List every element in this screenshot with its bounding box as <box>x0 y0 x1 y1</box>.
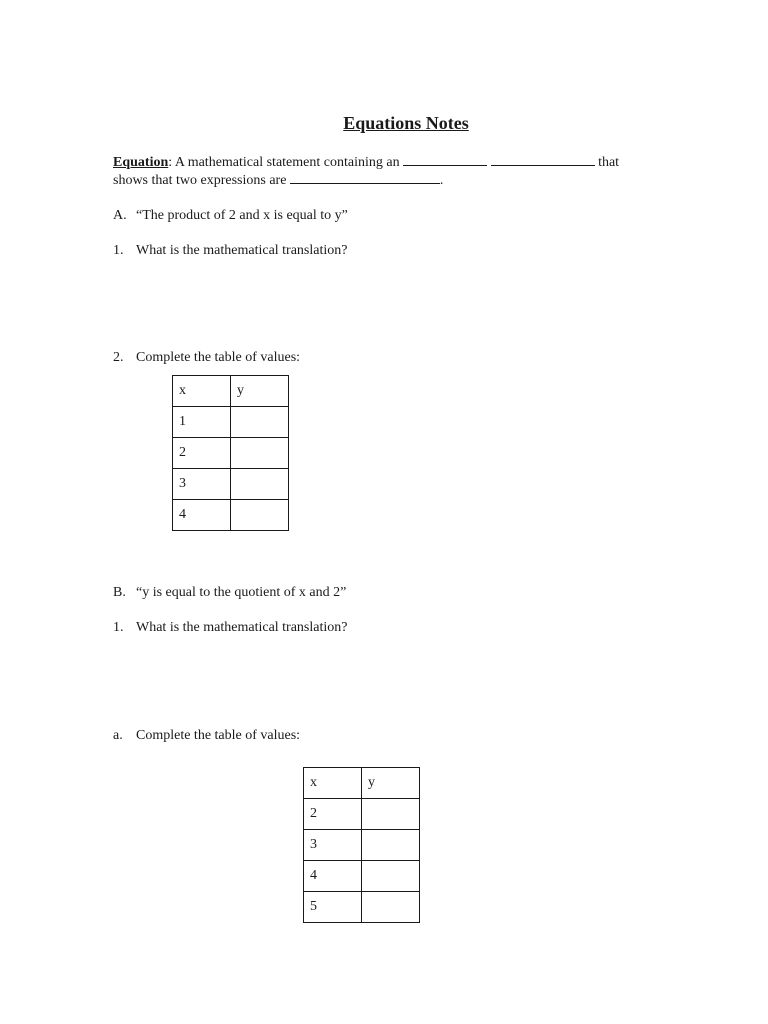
section-a-q1-text: What is the mathematical translation? <box>136 243 348 258</box>
section-b-question-2 <box>113 727 300 745</box>
table-row <box>304 861 420 892</box>
table-header-row <box>173 376 289 407</box>
table-cell-y[interactable] <box>362 830 420 861</box>
section-a-question-1 <box>113 242 347 260</box>
table-header-x: x <box>173 376 231 407</box>
table-cell-x: 3 <box>304 830 362 861</box>
table-cell-x: 3 <box>173 469 231 500</box>
section-a-marker: A. <box>113 208 127 223</box>
table-cell-y[interactable] <box>231 438 289 469</box>
section-a-q2-number: 2. <box>113 350 124 365</box>
table-cell-y[interactable] <box>362 799 420 830</box>
table-row <box>173 469 289 500</box>
section-a-values-table <box>172 375 289 531</box>
table-cell-y[interactable] <box>231 469 289 500</box>
section-b-q1-number: 1. <box>113 620 124 635</box>
section-a-statement <box>113 207 348 225</box>
table-row <box>173 500 289 531</box>
definition-line-1 <box>113 153 619 172</box>
table-cell-y[interactable] <box>231 407 289 438</box>
table-row <box>304 830 420 861</box>
table-cell-x: 5 <box>304 892 362 923</box>
answer-blank-2[interactable] <box>491 153 595 166</box>
definition-text-3: shows that two expressions are <box>113 173 287 188</box>
definition-line-2 <box>113 171 443 190</box>
table-row <box>304 892 420 923</box>
section-a-statement-text: “The product of 2 and x is equal to y” <box>136 208 348 223</box>
section-b-marker: B. <box>113 585 126 600</box>
table-row <box>173 438 289 469</box>
table-cell-x: 2 <box>173 438 231 469</box>
answer-blank-3[interactable] <box>290 171 440 184</box>
table-cell-x: 2 <box>304 799 362 830</box>
section-b-statement <box>113 584 346 602</box>
section-b-values-table <box>303 767 420 923</box>
table-header-x: x <box>304 768 362 799</box>
section-a-q2-text: Complete the table of values: <box>136 350 301 365</box>
table-cell-x: 1 <box>173 407 231 438</box>
section-a-q1-number: 1. <box>113 243 124 258</box>
table-header-y: y <box>362 768 420 799</box>
section-b-q1-text: What is the mathematical translation? <box>136 620 348 635</box>
table-cell-y[interactable] <box>362 861 420 892</box>
definition-term: Equation <box>113 155 169 170</box>
page-title: Equations Notes <box>343 113 469 133</box>
section-b-statement-text: “y is equal to the quotient of x and 2” <box>136 585 347 600</box>
table-row <box>173 407 289 438</box>
definition-text-2: that <box>598 155 620 170</box>
definition-text-1: : A mathematical statement containing an <box>168 155 400 170</box>
section-b-question-1 <box>113 619 347 637</box>
table-row <box>304 799 420 830</box>
table-cell-x: 4 <box>173 500 231 531</box>
section-b-q2-number: a. <box>113 728 123 743</box>
table-header-y: y <box>231 376 289 407</box>
answer-blank-1[interactable] <box>403 153 487 166</box>
table-cell-y[interactable] <box>231 500 289 531</box>
definition-text-4: . <box>439 173 444 188</box>
section-a-question-2 <box>113 349 300 367</box>
table-header-row <box>304 768 420 799</box>
section-b-q2-text: Complete the table of values: <box>136 728 301 743</box>
table-cell-y[interactable] <box>362 892 420 923</box>
table-cell-x: 4 <box>304 861 362 892</box>
